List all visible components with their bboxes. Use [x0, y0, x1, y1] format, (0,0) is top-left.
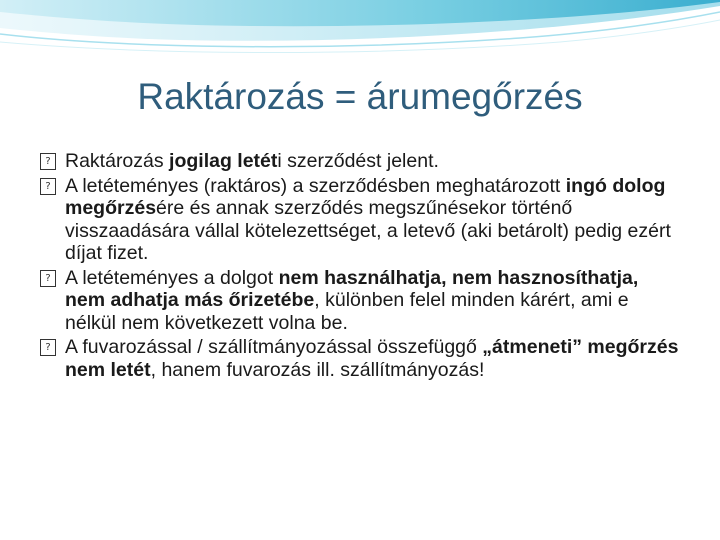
bullet-text: ére és annak szerződés megszűnésekor történő visszaadására vállal kötelezettséget, a letevő (aki betárolt) pedig ezért díjat fizet.	[65, 197, 671, 264]
slide-title: Raktározás = árumegőrzés	[137, 76, 583, 117]
bullet-text: , hanem fuvarozás ill. szállítmányozás!	[150, 358, 485, 381]
bullet-item	[40, 336, 680, 381]
bullet-bold-text: ingó dolog megőrzés	[65, 174, 666, 219]
bullet-bold-text: nem használhatja, nem hasznosíthatja, nem adhatja más őrizetébe	[65, 266, 639, 311]
bullet-bold-text: jogilag letét	[169, 150, 278, 172]
bullet-item	[40, 267, 680, 335]
bullet-text: i szerződést jelent.	[277, 150, 439, 172]
bullet-text: A fuvarozással / szállítmányozással összefüggő	[65, 336, 483, 358]
missing-glyph-box-icon: ?	[40, 153, 56, 170]
bullet-list	[40, 150, 680, 383]
bullet-item	[40, 175, 680, 265]
header-wave-decoration	[0, 0, 720, 70]
bullet-text: , különben felel minden kárért, ami e nélkül nem következett volna be.	[65, 289, 629, 334]
missing-glyph-box-icon: ?	[40, 339, 56, 356]
bullet-text: A letéteményes (raktáros) a szerződésben meghatározott	[65, 174, 566, 197]
bullet-text: A letéteményes a dolgot	[65, 266, 279, 289]
missing-glyph-box-icon: ?	[40, 178, 56, 195]
bullet-item	[40, 150, 680, 173]
bullet-bold-text: „átmeneti” megőrzés nem letét	[65, 336, 679, 381]
missing-glyph-box-icon: ?	[40, 270, 56, 287]
bullet-text: Raktározás	[65, 150, 170, 172]
